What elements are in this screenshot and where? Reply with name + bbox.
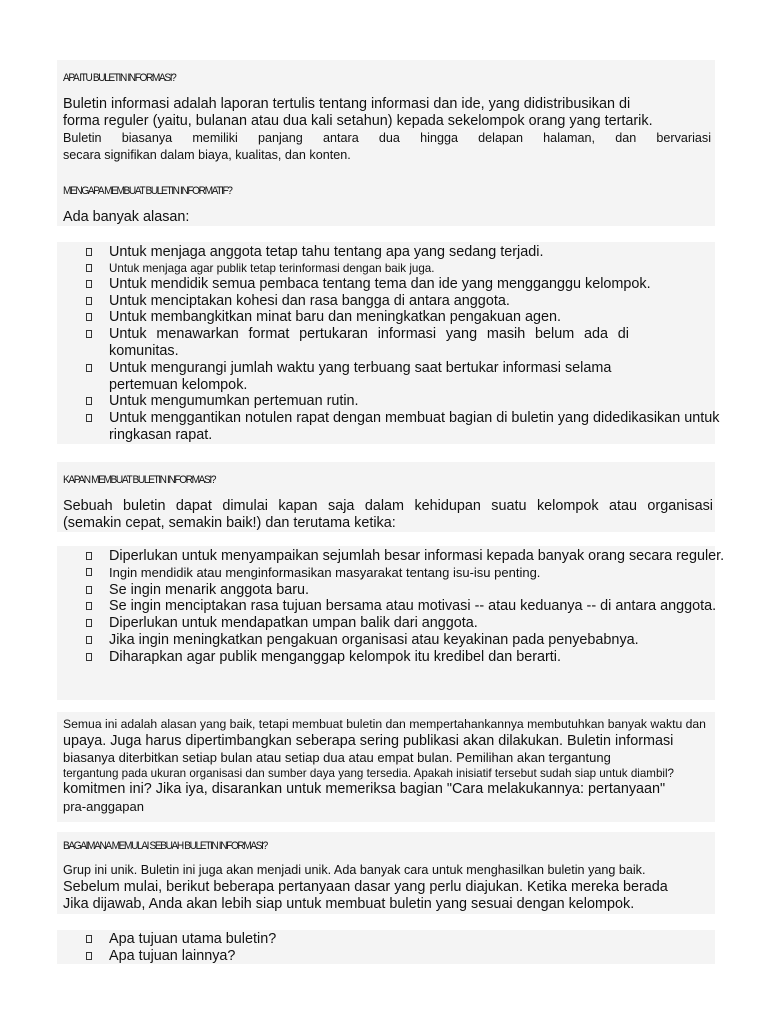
text-line: pra-anggapan [63, 799, 144, 814]
bullet-square-icon [86, 568, 92, 576]
bullet-square-icon [86, 653, 92, 661]
bullet-square-icon [86, 248, 92, 256]
bullet-square-icon [86, 264, 92, 272]
list-item: Untuk menciptakan kohesi dan rasa bangga di antara anggota. [86, 293, 726, 310]
intro-text: Ada banyak alasan: [63, 209, 190, 225]
text-line: Sebuah buletin dapat dimulai kapan saja dalam kehidupan suatu kelompok atau organisasi [63, 498, 713, 514]
bullet-square-icon [86, 414, 92, 422]
section-heading-kapan: KAPAN MEMBUAT BULETIN INFORMASI? [63, 474, 216, 486]
bullet-square-icon [86, 397, 92, 405]
list-item: Se ingin menciptakan rasa tujuan bersama atau motivasi -- atau keduanya -- di antara anggota. [86, 598, 731, 615]
text-line: Grup ini unik. Buletin ini juga akan menjadi unik. Ada banyak cara untuk menghasilkan buletin yang baik. [63, 863, 646, 877]
paragraph-closing [63, 716, 763, 815]
text-line: komitmen ini? Jika iya, disarankan untuk memeriksa bagian "Cara melakukannya: pertanyaan" [63, 781, 666, 797]
bullet-square-icon [86, 364, 92, 372]
text-line: Semua ini adalah alasan yang baik, tetapi membuat buletin dan mempertahankannya membutuhkan banyak waktu dan [63, 717, 706, 731]
list-item: Untuk menjaga anggota tetap tahu tentang apa yang sedang terjadi. [86, 244, 726, 261]
list-item: Diharapkan agar publik menganggap kelompok itu kredibel dan berarti. [86, 649, 731, 666]
text-line: (semakin cepat, semakin baik!) dan terutama ketika: [63, 515, 396, 531]
list-item: Se ingin menarik anggota baru. [86, 582, 731, 599]
paragraph-start [63, 862, 763, 913]
bullet-square-icon [86, 313, 92, 321]
list-item: Untuk membangkitkan minat baru dan meningkatkan pengakuan agen. [86, 309, 726, 326]
bullet-square-icon [86, 619, 92, 627]
list-item: Untuk menggantikan notulen rapat dengan membuat bagian di buletin yang didedikasikan untuk ringkasan rapat. [86, 410, 768, 444]
text-line: Buletin biasanya memiliki panjang antara dua hingga delapan halaman, dan bervariasi [63, 131, 711, 145]
list-item: Untuk mengurangi jumlah waktu yang terbuang saat bertukar informasi selama pertemuan kelompok. [86, 360, 669, 394]
list-item: Untuk mengumumkan pertemuan rutin. [86, 393, 726, 410]
list-item: Untuk menjaga agar publik tetap terinformasi dengan baik juga. [86, 261, 726, 276]
section-heading-mengapa: MENGAPA MEMBUAT BULETIN INFORMATIF? [63, 185, 232, 197]
list-item: Diperlukan untuk menyampaikan sejumlah besar informasi kepada banyak orang secara reguler. [86, 548, 731, 565]
list-item: Apa tujuan lainnya? [86, 948, 726, 965]
text-line: tergantung pada ukuran organisasi dan sumber daya yang tersedia. Apakah inisiatif tersebut sudah siap untuk diambil? [63, 767, 674, 780]
bullet-square-icon [86, 952, 92, 960]
bullet-square-icon [86, 297, 92, 305]
text-line: Buletin informasi adalah laporan tertulis tentang informasi dan ide, yang didistribusikan di [63, 96, 631, 112]
text-line: upaya. Juga harus dipertimbangkan seberapa sering publikasi akan dilakukan. Buletin informasi [63, 733, 674, 749]
bullet-square-icon [86, 602, 92, 610]
paragraph-when [63, 498, 713, 532]
text-line: secara signifikan dalam biaya, kualitas, dan konten. [63, 148, 351, 162]
list-item: Untuk mendidik semua pembaca tentang tema dan ide yang mengganggu kelompok. [86, 276, 726, 293]
reasons-list [86, 244, 726, 444]
bullet-square-icon [86, 935, 92, 943]
bullet-square-icon [86, 586, 92, 594]
bullet-square-icon [86, 280, 92, 288]
section-heading-apa-itu: APA ITU BULETIN INFORMASI? [63, 72, 176, 84]
bullet-square-icon [86, 552, 92, 560]
paragraph-definition [63, 96, 711, 164]
bullet-square-icon [86, 636, 92, 644]
list-item: Apa tujuan utama buletin? [86, 931, 726, 948]
conditions-list [86, 548, 731, 666]
list-item: Untuk menawarkan format pertukaran informasi yang masih belum ada di komunitas. [86, 326, 629, 360]
text-line: Sebelum mulai, berikut beberapa pertanyaan dasar yang perlu diajukan. Ketika mereka berada [63, 879, 668, 895]
list-item: Jika ingin meningkatkan pengakuan organisasi atau keyakinan pada penyebabnya. [86, 632, 731, 649]
text-line: forma reguler (yaitu, bulanan atau dua kali setahun) kepada sekelompok orang yang tertarik. [63, 113, 653, 129]
questions-list [86, 931, 726, 965]
bullet-square-icon [86, 330, 92, 338]
text-line: Jika dijawab, Anda akan lebih siap untuk membuat buletin yang sesuai dengan kelompok. [63, 896, 635, 912]
section-heading-bagaimana: BAGAIMANA MEMULAI SEBUAH BULETIN INFORMASI? [63, 840, 267, 852]
list-item: Ingin mendidik atau menginformasikan masyarakat tentang isu-isu penting. [86, 565, 731, 582]
text-line: biasanya diterbitkan setiap bulan atau setiap dua atau empat bulan. Pemilihan akan tergantung [63, 750, 611, 765]
list-item: Diperlukan untuk mendapatkan umpan balik dari anggota. [86, 615, 731, 632]
